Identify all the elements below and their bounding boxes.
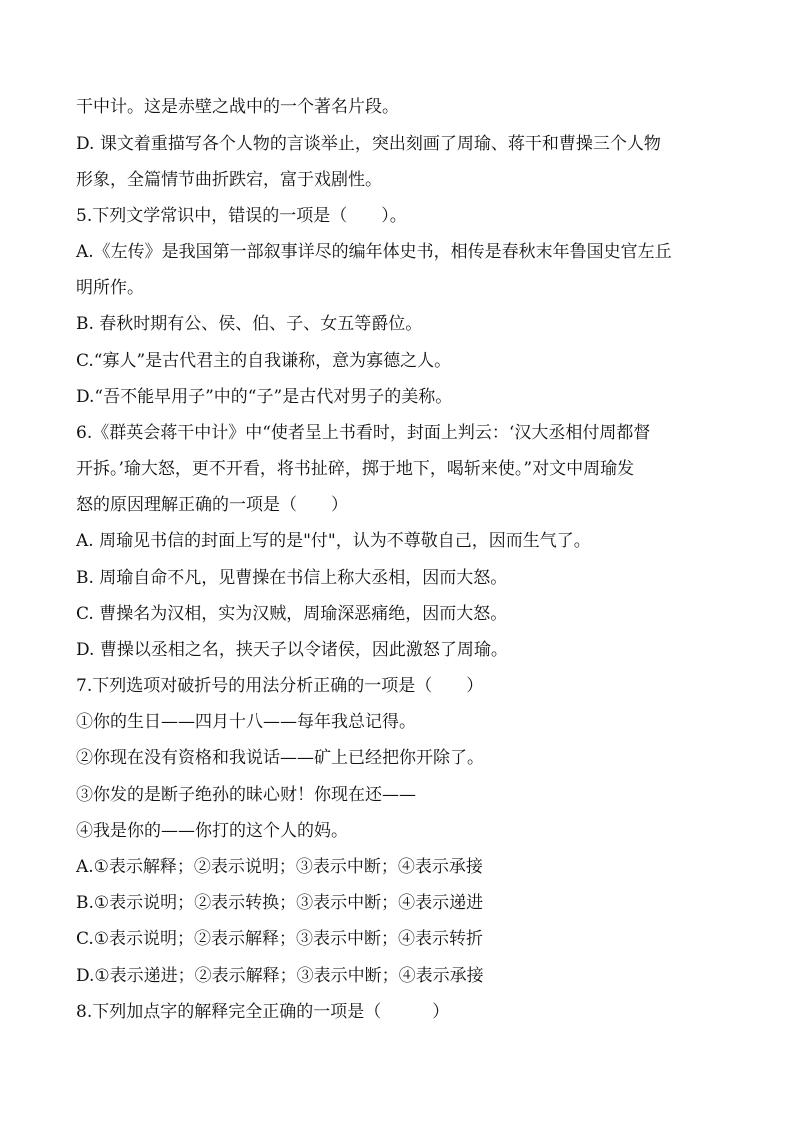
- sentence-2: ②你现在没有资格和我说话——矿上已经把你开除了。: [76, 748, 484, 768]
- option-d: D.“吾不能早用子”中的“子”是古代对男子的美称。: [76, 387, 453, 407]
- option-c: C. 曹操名为汉相，实为汉贼，周瑜深恶痛绝，因而大怒。: [76, 604, 508, 624]
- question-8-stem: 8.下列加点字的解释完全正确的一项是（ ）: [76, 1002, 450, 1022]
- option-b: B.①表示说明；②表示转换；③表示中断；④表示递进: [76, 893, 484, 913]
- option-b: B. 春秋时期有公、侯、伯、子、女五等爵位。: [76, 314, 423, 334]
- option-b: B. 周瑜自命不凡，见曹操在书信上称大丞相，因而大怒。: [76, 568, 508, 588]
- option-c: C.①表示说明；②表示解释；③表示中断；④表示转折: [76, 929, 484, 949]
- question-7-stem: 7.下列选项对破折号的用法分析正确的一项是（ ）: [76, 676, 484, 696]
- option-c: C.“寡人”是古代君主的自我谦称，意为寡德之人。: [76, 351, 452, 371]
- text-line: 形象，全篇情节曲折跌宕，富于戏剧性。: [76, 170, 382, 190]
- sentence-1: ①你的生日——四月十八——每年我总记得。: [76, 712, 416, 732]
- sentence-4: ④我是你的——你打的这个人的妈。: [76, 821, 348, 841]
- question-6-stem: 6.《群英会蒋干中计》中“使者呈上书看时，封面上判云：‘汉大丞相付周都督: [76, 423, 651, 443]
- option-a: A. 周瑜见书信的封面上写的是"付"，认为不尊敬自己，因而生气了。: [76, 531, 591, 551]
- text-line: 干中计。这是赤壁之战中的一个著名片段。: [76, 97, 399, 117]
- question-5-stem: 5.下列文学常识中，错误的一项是（ ）。: [76, 206, 407, 226]
- text-line: 明所作。: [76, 278, 144, 298]
- text-line: 怒的原因理解正确的一项是（ ）: [76, 495, 348, 515]
- option-a: A.《左传》是我国第一部叙事详尽的编年体史书，相传是春秋末年鲁国史官左丘: [76, 242, 672, 262]
- option-d: D.①表示递进；②表示解释；③表示中断；④表示承接: [76, 966, 484, 986]
- sentence-3: ③你发的是断子绝孙的昧心财！你现在还——: [76, 785, 416, 805]
- option-d: D. 曹操以丞相之名，挟天子以令诸侯，因此激怒了周瑜。: [76, 640, 508, 660]
- option-a: A.①表示解释；②表示说明；③表示中断；④表示承接: [76, 857, 483, 877]
- text-line: 开拆。’瑜大怒，更不开看，将书扯碎，掷于地下，喝斩来使。”对文中周瑜发: [76, 459, 635, 479]
- text-line: D. 课文着重描写各个人物的言谈举止，突出刻画了周瑜、蒋干和曹操三个人物: [76, 134, 661, 154]
